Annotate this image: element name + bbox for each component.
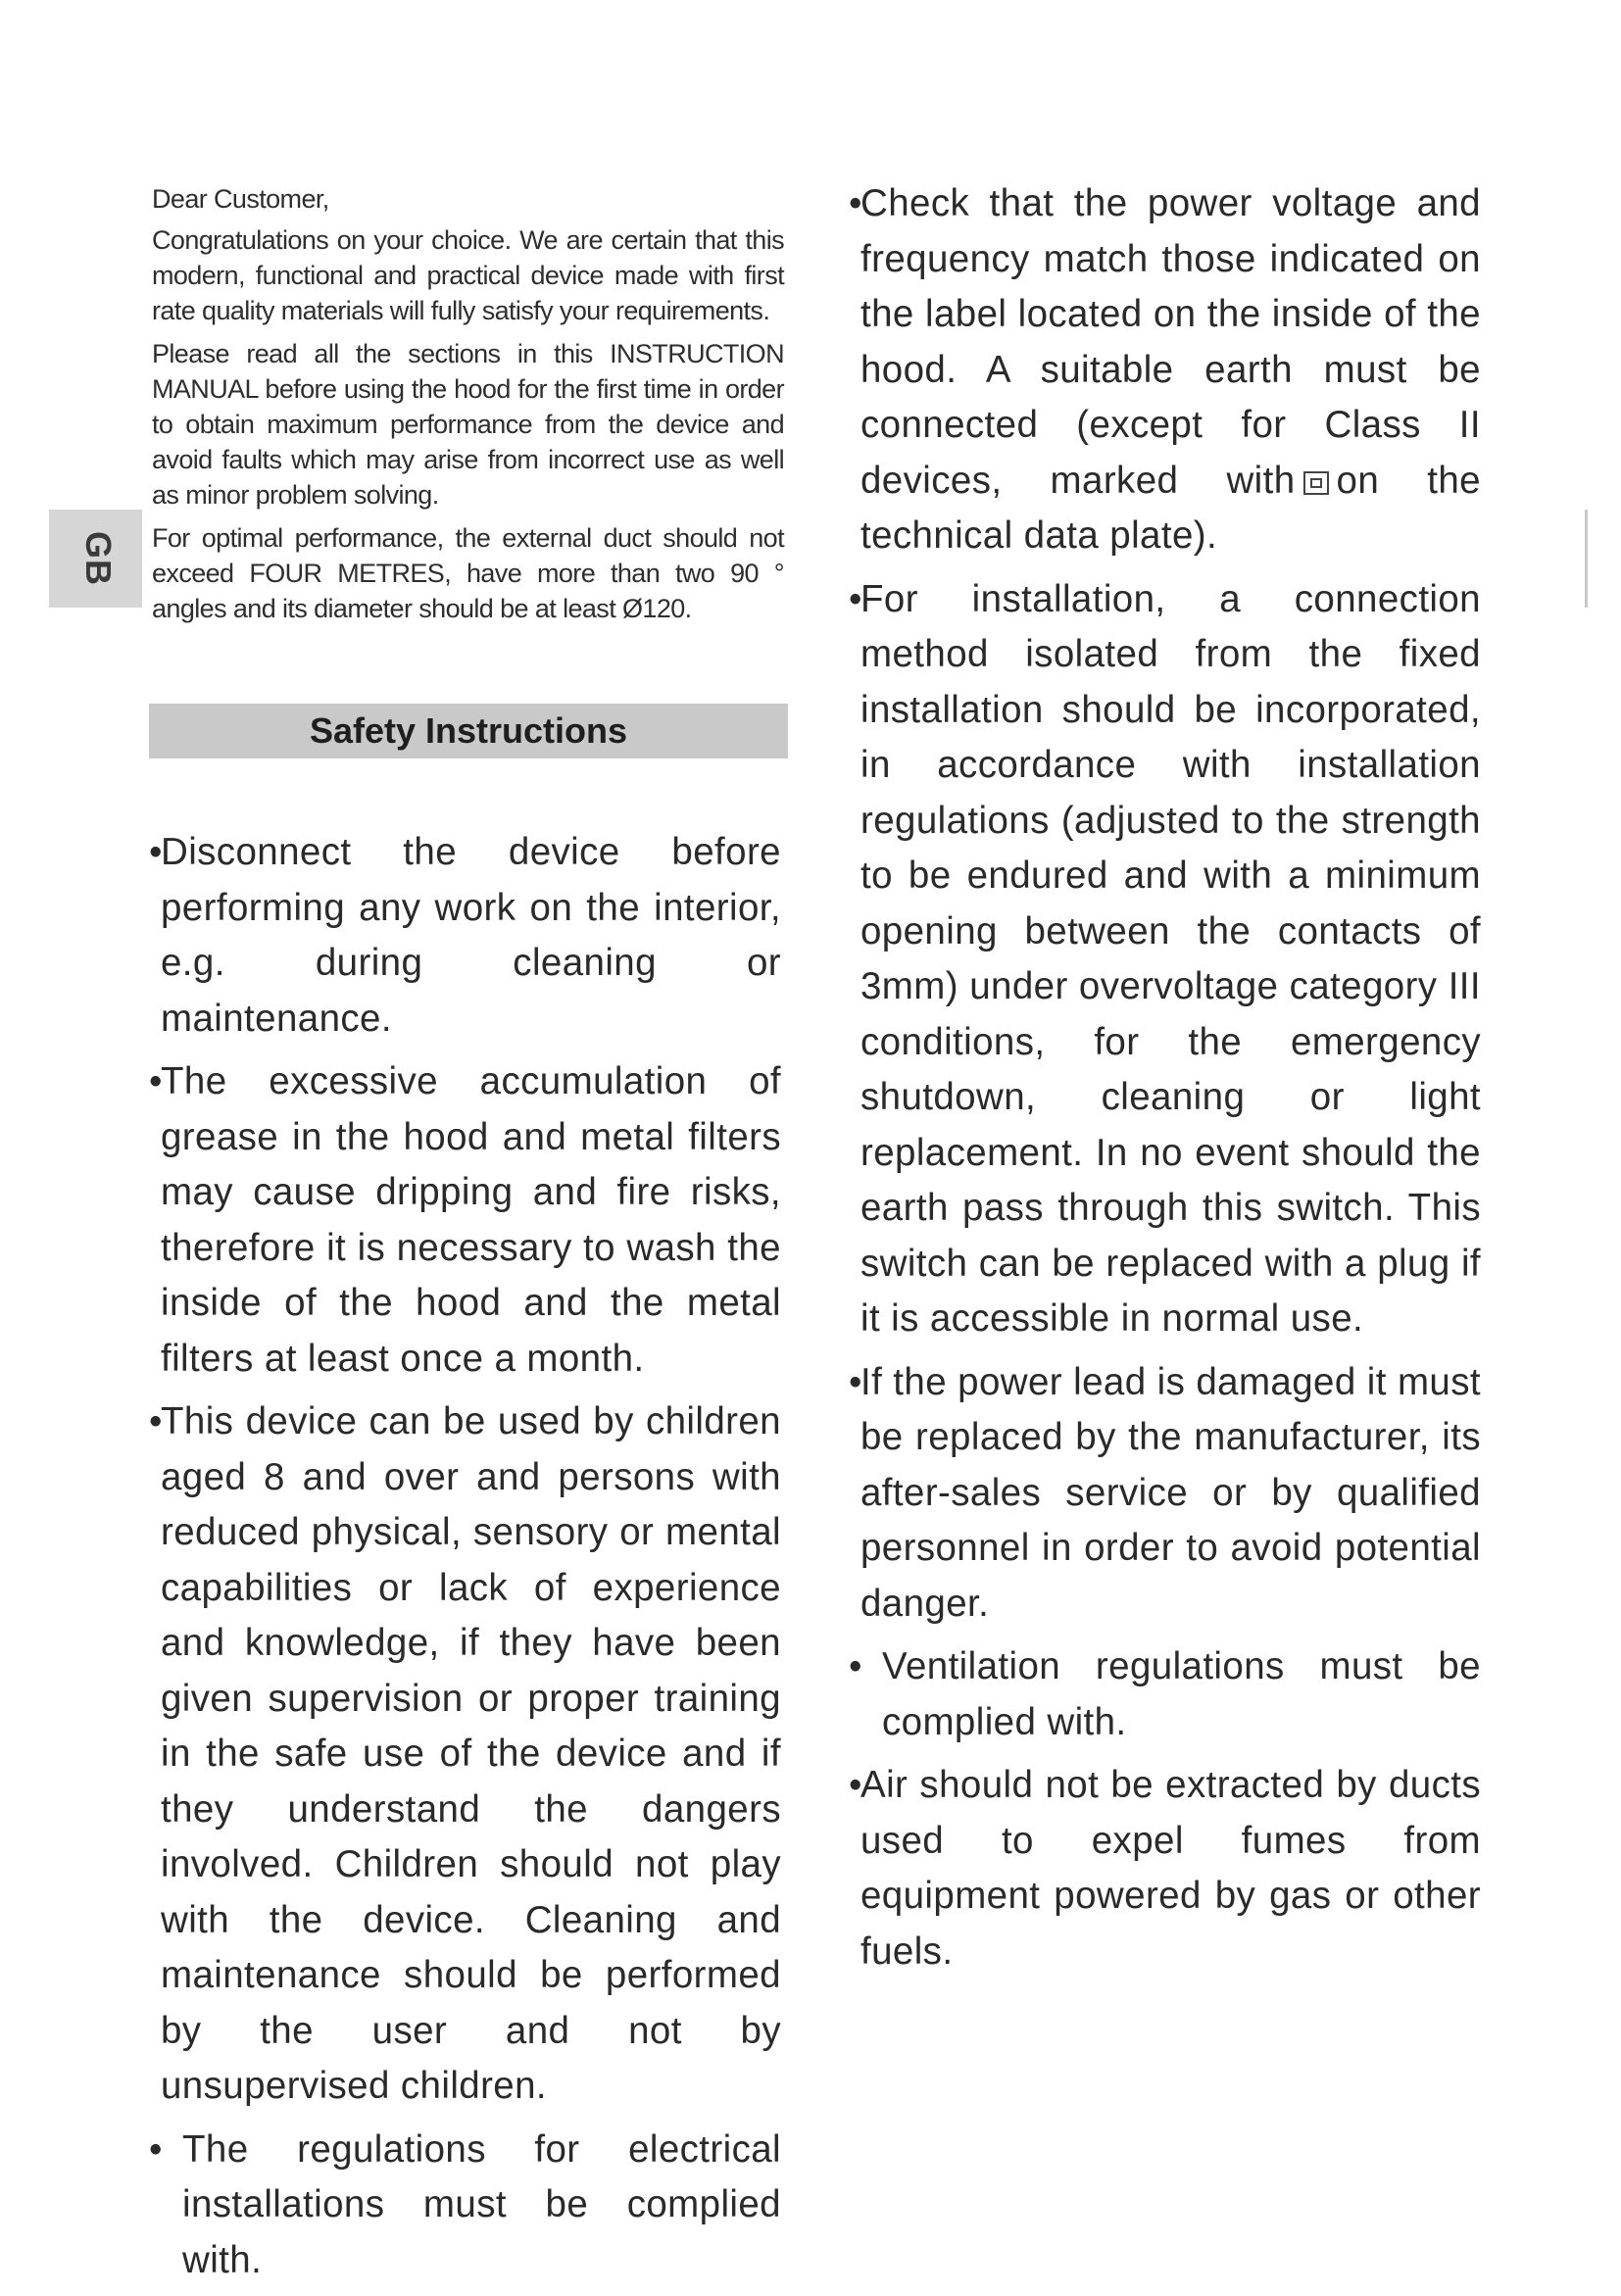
safety-item-text-part: Check that the power voltage and frequency match those indicated on the label located on the inside of the hood. A suitable earth must be connected (except for Class II devices, marked with [860, 182, 1481, 502]
bullet-marker: • [849, 182, 862, 224]
bullet-marker: • [149, 1400, 163, 1442]
language-label: GB [78, 531, 119, 586]
safety-item-text: For installation, a connection method isolated from the fixed installation should be incorporated, in accordance with installation regulations (adjusted to the strength to be endured and with a minimum opening between the contacts of 3mm) under overvoltage category III conditions, for the emergency shutdown, cleaning or light replacement. In no event should the earth pass through this switch. This switch can be replaced with a plug if it is accessible in normal use. [860, 577, 1481, 1340]
safety-column-left [149, 825, 781, 2296]
bullet-marker: • [849, 1360, 862, 1403]
bullet-marker: • [149, 831, 163, 873]
safety-item-installation-isolation [849, 572, 1481, 1347]
safety-item-text-part: on the technical data plate). [860, 459, 1481, 557]
safety-column-right [849, 176, 1481, 1987]
bullet-marker: • [849, 1764, 862, 1806]
safety-item-air-extraction [849, 1758, 1481, 1979]
safety-item-text: Disconnect the device before performing any work on the interior, e.g. during cleaning or maintenance. [161, 831, 781, 1040]
safety-item-power-voltage [849, 176, 1481, 564]
safety-item-ventilation [849, 1639, 1481, 1750]
safety-item-text: This device can be used by children aged 8 and over and persons with reduced physical, sensory or mental capabilities or lack of experience and knowledge, if they have been given supervision or proper training in the safe use of the device and if they understand the dangers involved. Children should not play with the device. Cleaning and maintenance should be performed by the user and not by unsupervised children. [161, 1400, 781, 2107]
bullet-marker: • [149, 2127, 163, 2171]
intro-section [152, 181, 784, 634]
safety-item-disconnect [149, 825, 781, 1047]
safety-item-grease [149, 1054, 781, 1387]
safety-instructions-heading: Safety Instructions [149, 704, 788, 758]
intro-paragraph-congratulations: Congratulations on your choice. We are certain that this modern, functional and practical device made with first rate quality materials will fully satisfy your requirements. [152, 225, 784, 325]
safety-item-text: Air should not be extracted by ducts used to expel fumes from equipment powered by gas or other fuels. [860, 1764, 1481, 1973]
bullet-marker: • [149, 1060, 163, 1102]
safety-item-text: The excessive accumulation of grease in the hood and metal filters may cause dripping and fire risks, therefore it is necessary to wash the inside of the hood and the metal filters at least once a month. [161, 1060, 781, 1380]
safety-item-text [860, 176, 1481, 564]
bullet-marker: • [849, 1645, 862, 1687]
safety-item-electrical-regulations [149, 2123, 781, 2289]
intro-paragraph-read-manual: Please read all the sections in this INSTRUCTION MANUAL before using the hood for the first time in order to obtain maximum performance from the device and avoid faults which may arise from incorrect use as well as minor problem solving. [152, 339, 784, 510]
safety-item-text: Ventilation regulations must be complied with. [882, 1645, 1481, 1743]
intro-paragraph-duct-requirements: For optimal performance, the external duct should not exceed FOUR METRES, have more than two 90 ° angles and its diameter should be at least Ø120. [152, 523, 784, 623]
class-ii-symbol-icon [1303, 471, 1329, 495]
safety-item-text: The regulations for electrical installations must be complied with. [182, 2127, 781, 2281]
safety-item-children [149, 1394, 781, 2115]
greeting: Dear Customer, [152, 184, 329, 214]
bullet-marker: • [849, 577, 862, 620]
safety-item-text: If the power lead is damaged it must be replaced by the manufacturer, its after-sales service or by qualified personnel in order to avoid potential danger. [860, 1360, 1481, 1625]
page-edge-marker [1585, 510, 1588, 608]
safety-item-power-lead [849, 1355, 1481, 1633]
